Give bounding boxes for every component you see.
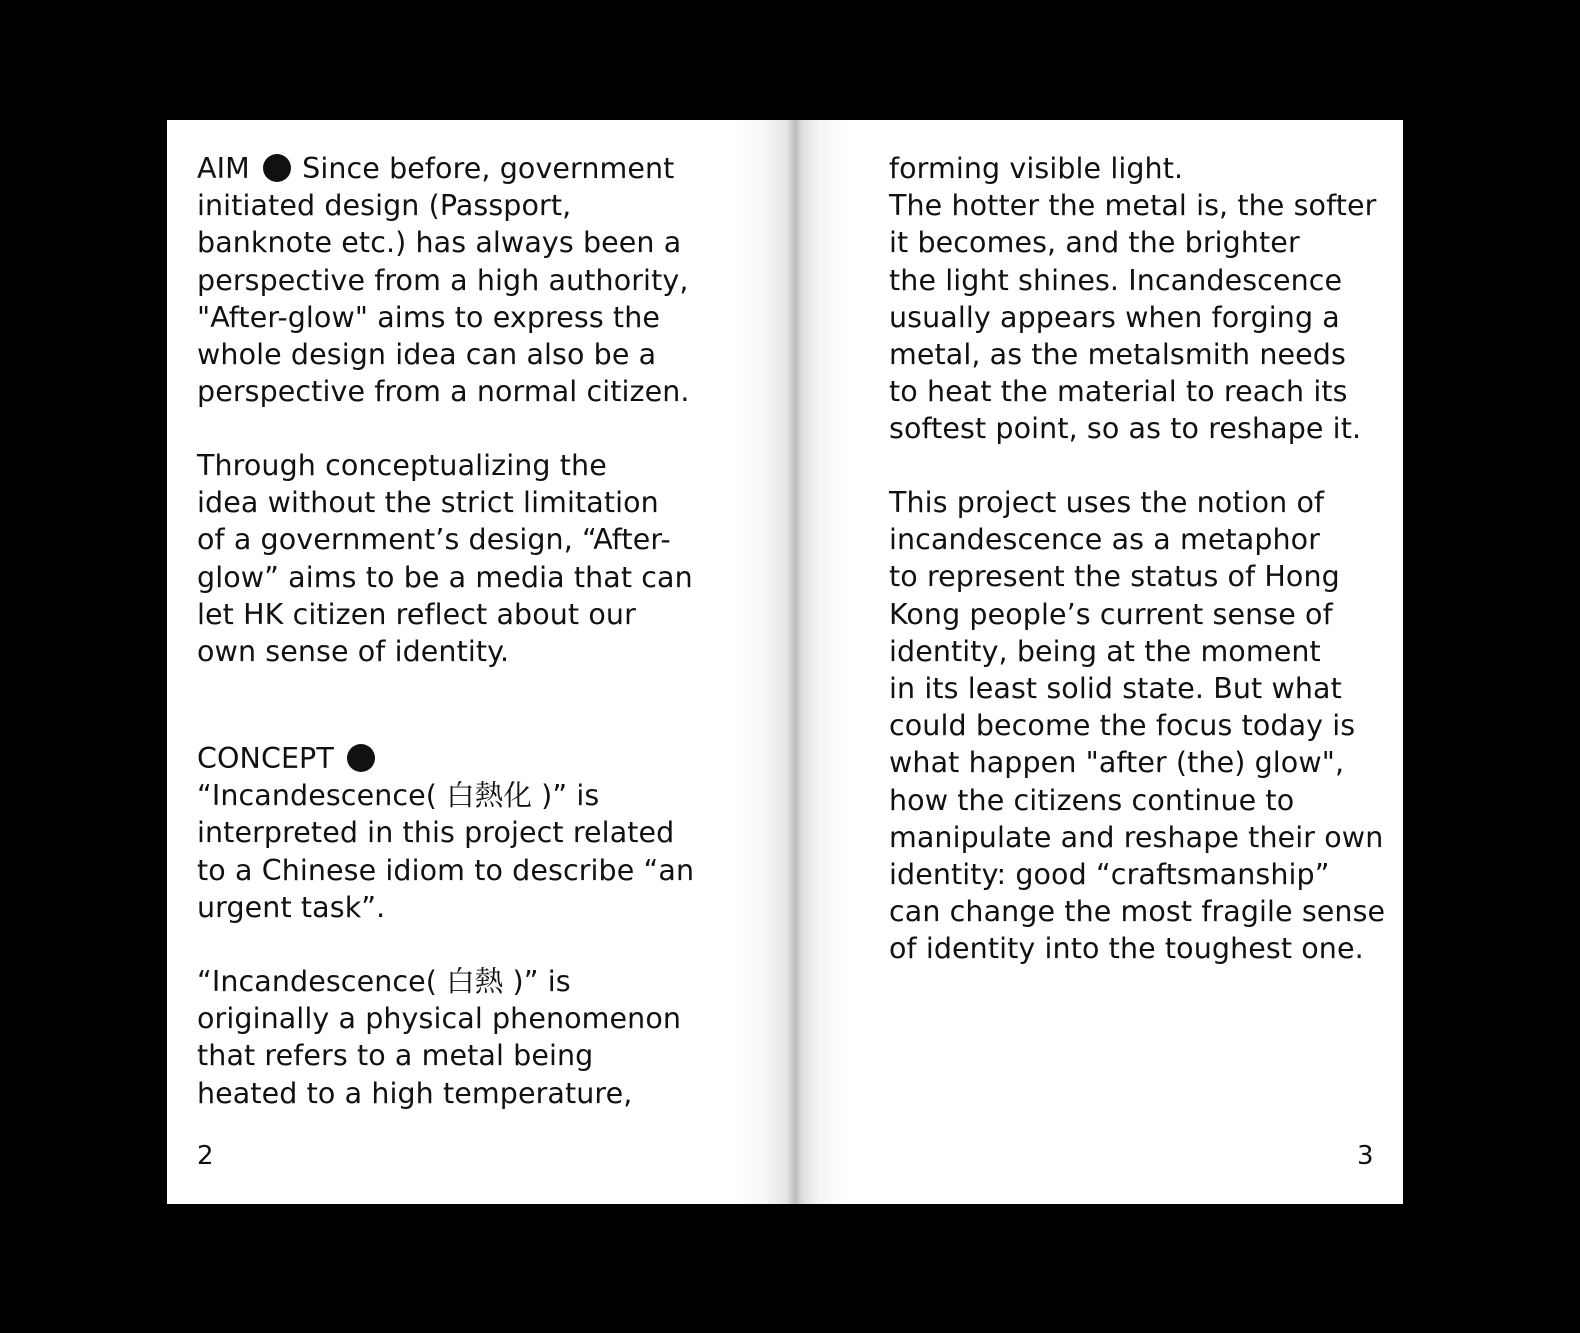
paragraph-line: softest point, so as to reshape it. [889,412,1362,446]
bullet-dot-icon [263,154,291,182]
paragraph-line: metal, as the metalsmith needs [889,338,1346,372]
gutter-shadow [737,120,847,1204]
metaphor-paragraph [889,484,1385,968]
bullet-dot-icon [347,744,375,772]
incandescence-paragraph [197,963,681,1112]
paragraph-line: can change the most fragile sense [889,895,1386,929]
concept-section [197,740,694,926]
concept-line: urgent task”. [197,890,386,924]
paragraph-line: what happen "after (the) glow", [889,746,1345,780]
paragraph-line: the light shines. Incandescence [889,263,1343,297]
paragraph-line: to represent the status of Hong [889,560,1340,594]
paragraph-line: identity, being at the moment [889,634,1321,668]
concept-heading [197,740,694,777]
paragraph-line: This project uses the notion of [889,486,1325,519]
paragraph-line: forming visible light. [889,152,1184,185]
paragraph-line: manipulate and reshape their own [889,820,1384,854]
booklet-spread [167,120,1403,1204]
page-number: 3 [1357,1141,1374,1171]
paragraph-line: of a government’s design, “After- [197,523,671,557]
concept-line: “Incandescence( 白熱化 )” is [197,779,600,813]
paragraph-line: that refers to a metal being [197,1039,594,1073]
paragraph-line: usually appears when forging a [889,300,1340,334]
concept-label: CONCEPT [197,742,334,775]
paragraph-line: it becomes, and the brighter [889,226,1300,260]
concept-line: interpreted in this project related [197,816,675,850]
aim-line: perspective from a normal citizen. [197,375,690,409]
aim-first-line [197,150,690,187]
aim-line: perspective from a high authority, [197,263,689,297]
paragraph-line: Through conceptualizing the [197,449,607,482]
aim-section [197,150,690,410]
paragraph-line: own sense of identity. [197,635,510,669]
paragraph-line: The hotter the metal is, the softer [889,189,1377,223]
aim-line: whole design idea can also be a [197,338,657,372]
right-page [889,120,1389,1204]
paragraph-line: let HK citizen reflect about our [197,597,636,631]
paragraph-line: heated to a high temperature, [197,1076,633,1110]
paragraph-line: idea without the strict limitation [197,486,659,520]
aim-line: "After-glow" aims to express the [197,300,660,334]
aim-line: Since before, government [302,152,675,185]
page-number: 2 [197,1141,214,1171]
paragraph-line: “Incandescence( 白熱 )” is [197,965,571,998]
left-page [197,120,727,1204]
concept-line: to a Chinese idiom to describe “an [197,853,695,887]
paragraph-line: how the citizens continue to [889,783,1295,817]
aim-line: initiated design (Passport, [197,189,572,223]
paragraph-line: glow” aims to be a media that can [197,560,693,594]
aim-line: banknote etc.) has always been a [197,226,682,260]
paragraph-line: to heat the material to reach its [889,375,1348,409]
paragraph-line: of identity into the toughest one. [889,932,1364,966]
paragraph-line: in its least solid state. But what [889,672,1342,706]
aim-label: AIM [197,152,250,185]
identity-paragraph [197,447,693,670]
paragraph-line: identity: good “craftsmanship” [889,858,1330,892]
paragraph-line: Kong people’s current sense of [889,597,1333,631]
paragraph-line: could become the focus today is [889,709,1356,743]
paragraph-line: incandescence as a metaphor [889,523,1321,557]
paragraph-line: originally a physical phenomenon [197,1002,682,1036]
forging-paragraph [889,150,1376,448]
